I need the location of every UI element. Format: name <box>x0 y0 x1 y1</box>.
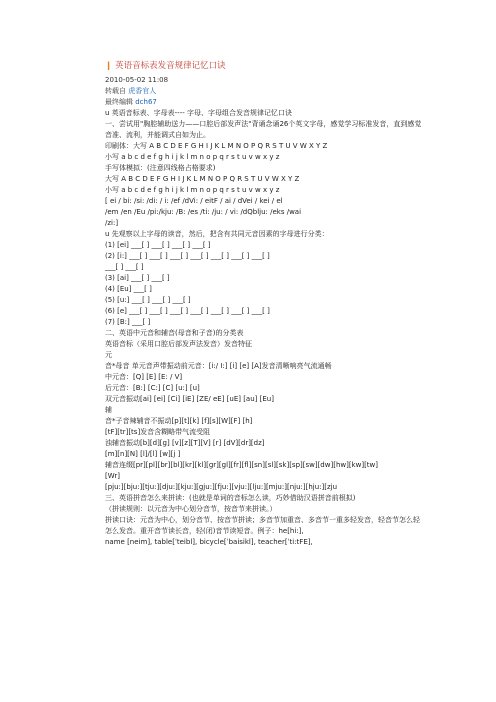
post-date: 2010-05-02 11:08 <box>105 76 169 84</box>
article-title: ❙ 英语音标表发音规律记忆口诀 <box>105 61 226 71</box>
text-line: 双元音振动[ai] [ei] [Ci] [iE] [ZE/ eE] [uE] [au] [Eu] <box>105 395 274 403</box>
text-line: /zi:] <box>105 219 119 227</box>
text-line: (3) [ai] ___[ ] ___[ ] <box>105 274 170 282</box>
text-paragraph: 拼读口诀：元音为中心，划分音节、按音节拼读；多音节加重音、多音节一重多轻发音，轻音节怎么轻怎么发音。重开音节读长音，轻(闭)音节读短音。例子：he[hi:], <box>105 516 420 535</box>
text-line: (2) [i:] ___[ ] ___[ ] ___[ ] ___[ ] ___[ ] ___[ ] ___[ ] <box>105 252 270 260</box>
text-line: 后元音：[B:] [C:] [C] [u:] [u] <box>105 384 200 392</box>
text-line: 二、英语中元音和辅音(母音和子音)的分类表 <box>105 329 244 337</box>
text-line: [pju:][bju:][tju:][dju:][kju:][gju:][fju:][vju:][lju:][mju:][nju:][hju:][zju <box>105 483 338 491</box>
article-body <box>105 60 425 548</box>
text-line: (4) [Eu] ___[ ] <box>105 285 152 293</box>
text-line: u 先观察以上字母的读音，然后，把含有共同元音因素的字母进行分类： <box>105 230 329 238</box>
text-line: [ ei / bi: /si: /di: / i: /ef /dVi: / eitF / ai / dVei / kei / el <box>105 197 283 205</box>
text-line: 浊辅音振动[b][d][g] [v][z][T][V] [r] [dV][dr][dz] <box>105 439 265 447</box>
text-line: [m][n][N] [l]/[l] [w][j ] <box>105 450 181 458</box>
text-line: 小写 a b c d e f g h i j k l m n o p q r s t u v w x y z <box>105 186 280 194</box>
text-line: (1) [ei] ___[ ] ___[ ] ___[ ] ___[ ] <box>105 241 211 249</box>
text-line: (6) [e] ___[ ] ___[ ] ___[ ] ___[ ] ___[ ] ___[ ] ___[ ] <box>105 307 270 315</box>
text-line: 英语音标（采用口腔后部发声法发音）发音特征 <box>105 340 252 348</box>
editor-info: 最终编辑 dch67 <box>105 98 157 106</box>
text-line: [tF][tr][ts]发音含糊略带气流受阻 <box>105 428 211 436</box>
text-line: 三、英语拼音怎么来拼读：(也就是单词的音标怎么读，巧妙借助汉语拼音前根拟) <box>105 494 356 502</box>
text-line: 音*子音辣辅音不振动[p][t][k] [f][s][W][F] [h] <box>105 417 253 425</box>
bookmark-icon: ❙ <box>105 61 113 71</box>
text-line: [Wr] <box>105 472 120 480</box>
text-line: 辅 <box>105 406 112 414</box>
text-line: 中元音：[Q] [E] [E: / V] <box>105 373 183 381</box>
repost-author-link[interactable]: 虎香官人 <box>128 87 157 95</box>
text-line: u 英语音标表、字母表---- 字母、字母组合发音规律记忆口诀 <box>105 109 292 117</box>
text-line: name [neim], table[ˈteibl], bicycle[ˈbaisikl], teacher[ˈti:tFE], <box>105 538 313 546</box>
text-line: 音*母音 单元音声带振动前元音：[i:/ I:] [i] [e] [A]发音清晰响亮气流通畅 <box>105 362 332 370</box>
repost-info: 转载自 虎香官人 <box>105 87 157 95</box>
text-line: ___[ ] ___[ ] <box>105 263 144 271</box>
text-line: 小写 a b c d e f g h i j k l m n o p q r s t u v w x y z <box>105 153 280 161</box>
text-line: 大写 A B C D E F G H I J K L M N O P Q R S T U V W X Y Z <box>105 175 300 183</box>
text-line: (5) [u:] ___[ ] ___[ ] ___[ ] <box>105 296 191 304</box>
text-line: /em /en /Eu /pi:/kju: /B: /es /ti: /ju: / vi: /dQblju: /eks /wai <box>105 208 302 216</box>
text-line: 手写体模拟：(注意四线格占格要求) <box>105 164 216 172</box>
text-line: 元 <box>105 351 112 359</box>
text-paragraph: 一、尝试用"胸腔辅助送力——口腔后部发声法"背诵念诵26个英文字母，感觉学习标准发音，直到感觉音准、流利，并能调式自如为止。 <box>105 120 422 139</box>
text-line: (7) [B:] ___[ ] <box>105 318 151 326</box>
text-line: 印刷体：大写 A B C D E F G H I J K L M N O P Q R S T U V W X Y Z <box>105 142 328 150</box>
text-line: （拼读规则：以元音为中心划分音节，按音节来拼读。） <box>105 505 277 513</box>
editor-link[interactable]: dch67 <box>135 98 157 106</box>
text-line: 辅音连缀[pr][pl][br][bl][kr][kl][gr][gl][fr][fl][sn][sl][sk][sp][sw][dw][hw][kw][tw] <box>105 461 379 469</box>
